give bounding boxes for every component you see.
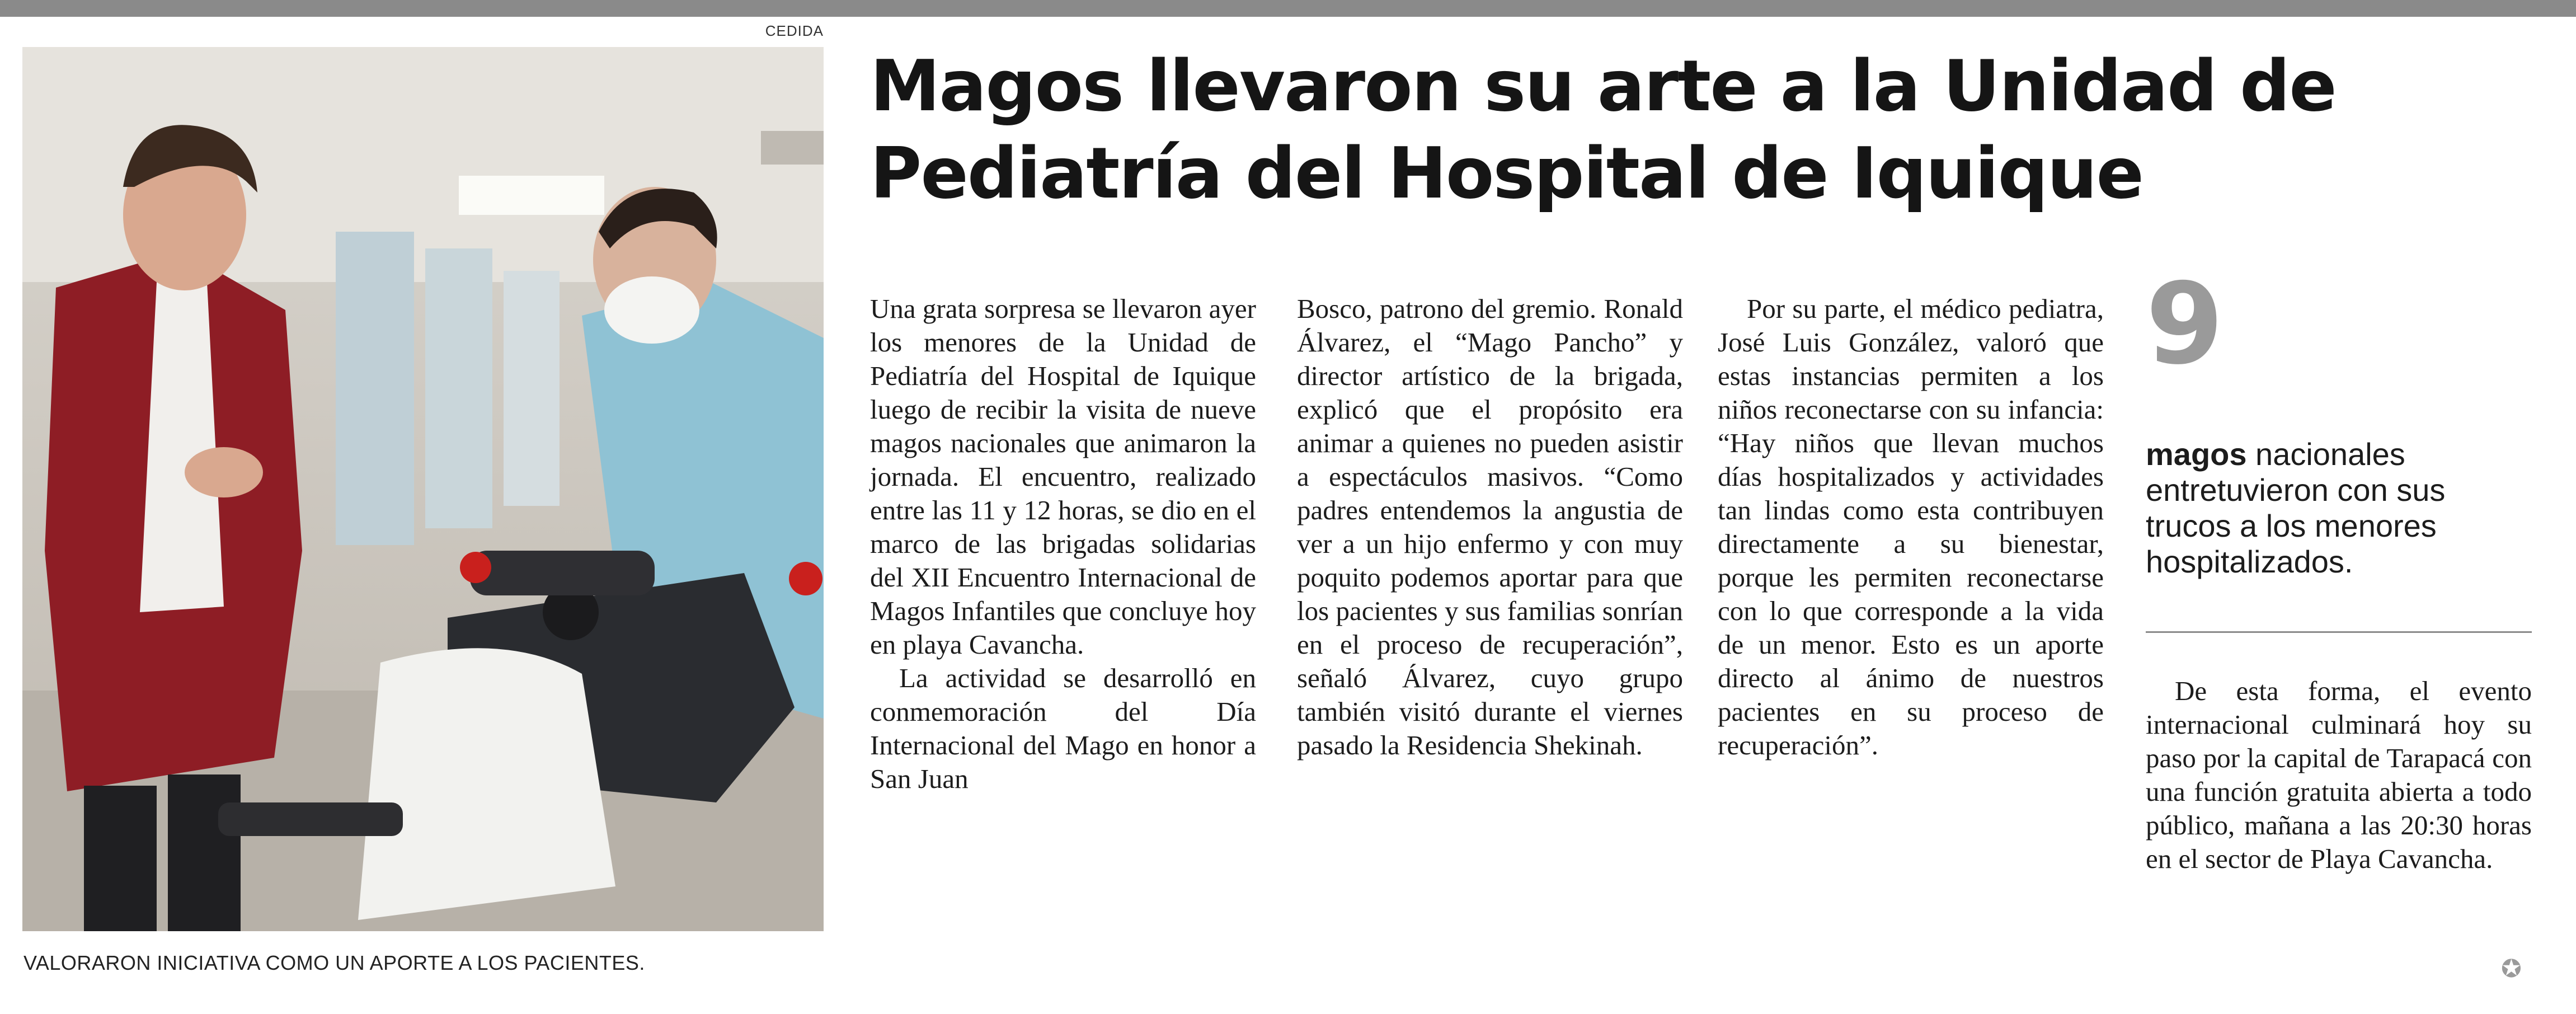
photo-credit: CEDIDA xyxy=(765,22,824,39)
fact-text: nacionales entretuvieron con sus trucos a los menores hospitalizados. xyxy=(2146,436,2446,579)
fact-number: 9 xyxy=(2146,259,2224,389)
divider xyxy=(2146,631,2532,633)
photo-caption: VALORARON INICIATIVA COMO UN APORTE A LOS PACIENTES. xyxy=(23,951,645,974)
paragraph: Bosco, patrono del gremio. Ronald Álvarez, el “Mago Pancho” y director artístico de la brigada, explicó que el propósito era animar a quienes no pueden asistir a espectáculos masivos. “Como padres entendemos la angustia de ver a un hijo enfermo y con muy poquito podemos aportar para que los pacientes y sus familias sonrían en el proceso de recuperación”, señaló Álvarez, cuyo grupo también visitó durante el viernes pasado la Residencia Shekinah. xyxy=(1297,293,1683,760)
top-rule-bar xyxy=(0,0,2576,17)
article-photo xyxy=(22,47,824,931)
headline: Magos llevaron su arte a la Unidad de Pediatría del Hospital de Iquique xyxy=(870,45,2336,214)
article-column-3 xyxy=(1718,292,2104,762)
paragraph: Por su parte, el médico pediatra, José Luis González, valoró que estas instancias permiten a los niños reconectarse con su infancia: “Hay niños que llevan muchos días hospitalizados y actividades tan lindas como esta contribuyen directamente a su bienestar, porque les permiten reconectarse con lo que corresponde a la vida de un menor. Esto es un aporte directo al ánimo de nuestros pacientes en su proceso de recuperación”. xyxy=(1718,293,2104,760)
article-column-2 xyxy=(1297,292,1683,762)
paragraph: De esta forma, el evento internacional culminará hoy su paso por la capital de Tarapacá con una función gratuita abierta a todo público, mañana a las 20:30 horas en el sector de Playa Cavancha. xyxy=(2146,675,2532,874)
fact-box xyxy=(2146,436,2532,580)
end-mark-icon: ✪ xyxy=(2501,955,2522,983)
article-column-4 xyxy=(2146,674,2532,876)
article-column-1 xyxy=(870,292,1256,796)
paragraph: Una grata sorpresa se llevaron ayer los menores de la Unidad de Pediatría del Hospital de Iquique luego de recibir la visita de nueve magos nacionales que animaron la jornada. El encuentro, realizado entre las 11 y 12 horas, se dio en el marco de las brigadas solidarias del XII Encuentro Internacional de Magos Infantiles que concluye hoy en playa Cavancha. xyxy=(870,293,1256,660)
paragraph: La actividad se desarrolló en conmemoración del Día Internacional del Mago en honor a San Juan xyxy=(870,663,1256,794)
fact-bold: magos xyxy=(2146,436,2247,472)
